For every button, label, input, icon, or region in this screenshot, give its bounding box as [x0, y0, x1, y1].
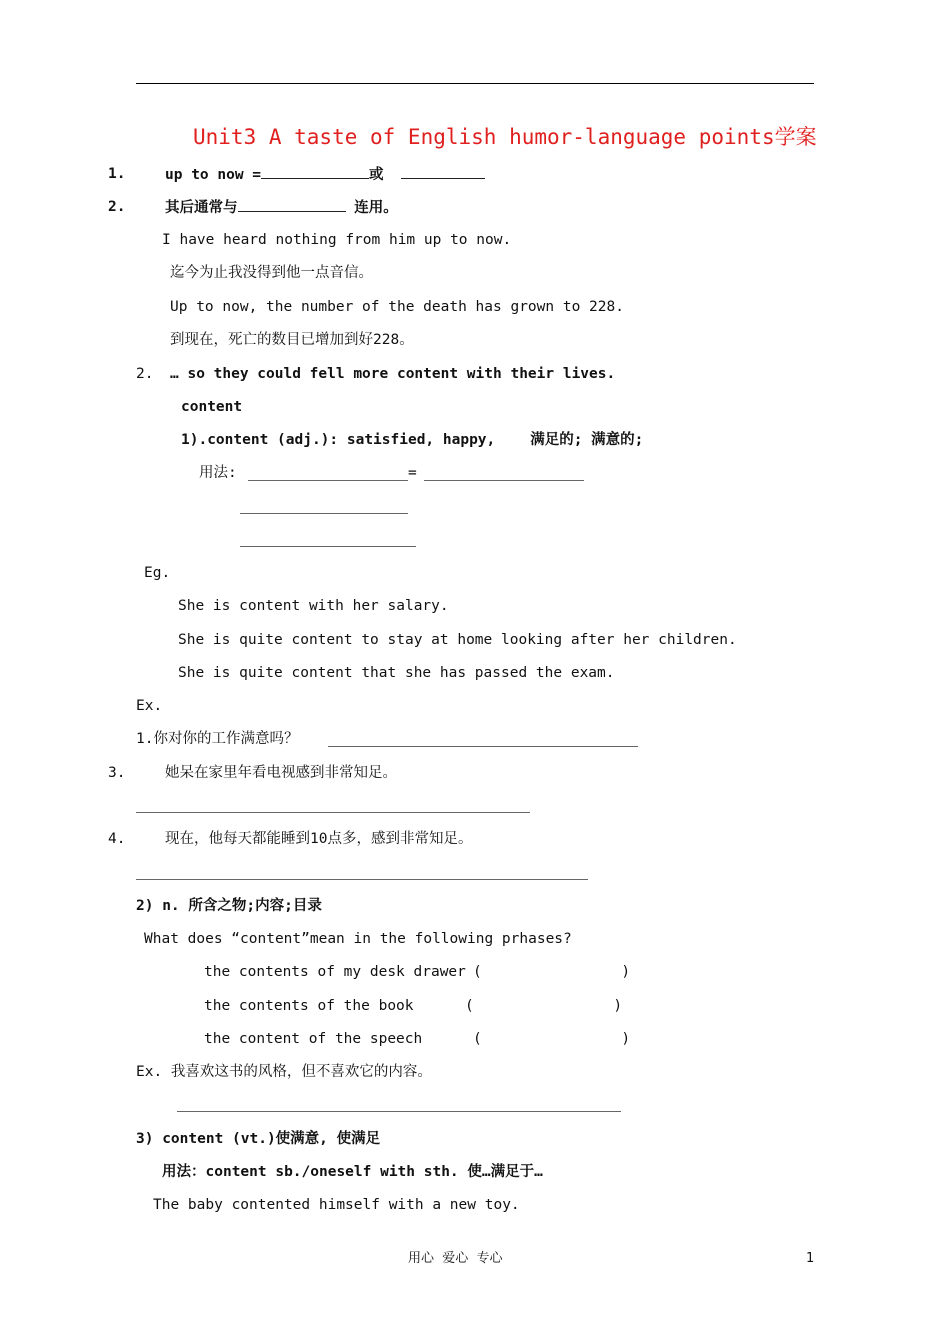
exercise-question: 现在，他每天都能睡到10点多，感到非常知足。 — [165, 831, 473, 847]
example-en: Up to now, the number of the death has grown to 228. — [170, 299, 624, 315]
example-en: She is quite content that she has passed the exam. — [178, 665, 615, 681]
item-number: 2. — [108, 199, 126, 215]
answer-line[interactable] — [136, 879, 588, 880]
phrase: the contents of my desk drawer — [204, 964, 466, 980]
example-en: She is quite content to stay at home looking after her children. — [178, 632, 737, 648]
page-number: 1 — [806, 1251, 815, 1266]
usage-equals: = — [408, 465, 417, 481]
item-text: up to now = 或 — [165, 164, 485, 185]
phrase: the contents of the book — [204, 998, 414, 1014]
exercise-question: 1.你对你的工作满意吗？ — [136, 731, 299, 747]
question-prompt: What does “content”mean in the following prhases? — [144, 931, 572, 947]
example-cn: 迄今为止我没得到他一点音信。 — [170, 265, 373, 281]
answer-line[interactable] — [248, 480, 408, 481]
answer-blank[interactable] — [238, 197, 346, 212]
answer-parens[interactable]: ( ) — [473, 1031, 631, 1047]
word-heading: content — [181, 399, 243, 415]
answer-blank[interactable] — [261, 164, 369, 179]
exercise-question: 她呆在家里年看电视感到非常知足。 — [165, 765, 397, 781]
example-cn: 到现在，死亡的数目已增加到好228。 — [170, 332, 414, 348]
item-number: 1. — [108, 166, 126, 182]
eg-label: Eg. — [144, 565, 171, 581]
answer-line[interactable] — [424, 480, 584, 481]
answer-line[interactable] — [136, 812, 530, 813]
footer-motto: 用心 爱心 专心 — [408, 1251, 503, 1266]
sense-2: 2) n. 所含之物;内容;目录 — [136, 898, 322, 914]
answer-line[interactable] — [177, 1111, 621, 1112]
example-en: She is content with her salary. — [178, 598, 449, 614]
sense-3: 3) content (vt.)使满意, 使满足 — [136, 1131, 381, 1147]
answer-line[interactable] — [240, 513, 408, 514]
ex-label: Ex. — [136, 698, 163, 714]
header-rule — [136, 83, 814, 84]
usage-3: 用法：content sb./oneself with sth. 使…满足于… — [162, 1164, 543, 1180]
item-number: 4. — [108, 831, 126, 847]
item-number: 2. — [136, 366, 154, 382]
answer-line[interactable] — [328, 746, 638, 747]
example-en: The baby contented himself with a new toy. — [153, 1197, 520, 1213]
answer-parens[interactable]: ( ) — [473, 964, 631, 980]
phrase: the content of the speech — [204, 1031, 423, 1047]
exercise-question: Ex. 我喜欢这书的风格，但不喜欢它的内容。 — [136, 1064, 432, 1080]
item-text: … so they could fell more content with their lives. — [170, 366, 616, 382]
item-text: 其后通常与 连用。 — [165, 197, 398, 218]
answer-parens[interactable]: ( ) — [465, 998, 623, 1014]
usage-label: 用法: — [199, 465, 237, 481]
example-en: I have heard nothing from him up to now. — [162, 232, 512, 248]
page-title: Unit3 A taste of English humor-language points学案 — [193, 125, 817, 149]
item-number: 3. — [108, 765, 126, 781]
answer-blank[interactable] — [401, 164, 485, 179]
answer-line[interactable] — [240, 546, 416, 547]
sense-1: 1).content (adj.): satisfied, happy, 满足的; 满意的; — [181, 432, 644, 448]
